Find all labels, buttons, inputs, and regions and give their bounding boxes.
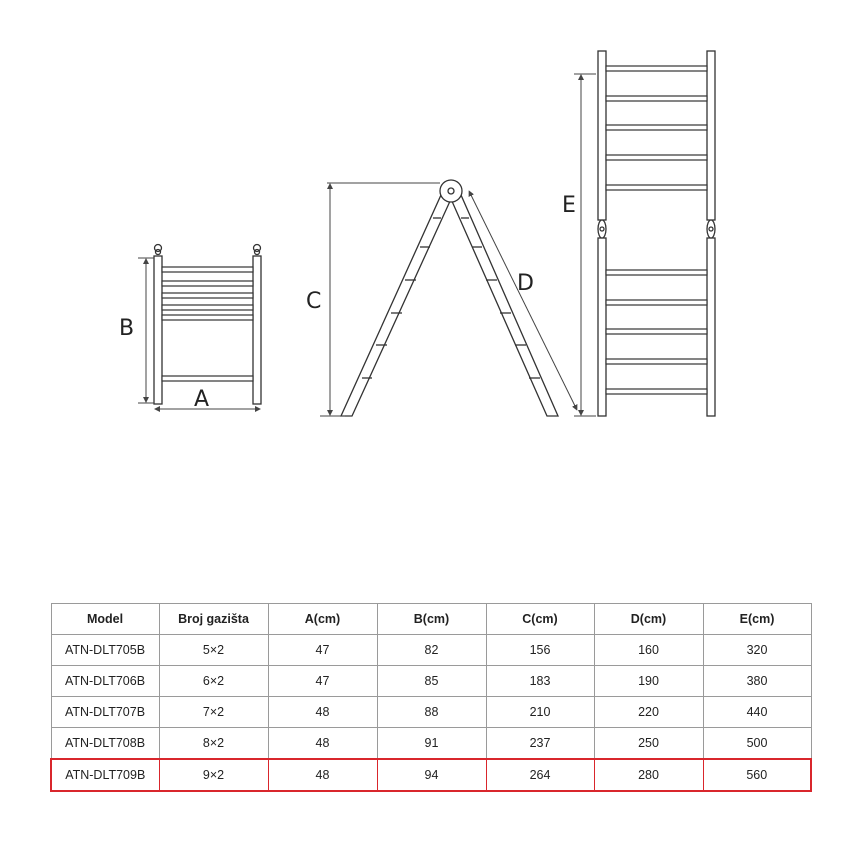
table-row xyxy=(51,728,811,760)
cell-d: 280 xyxy=(594,759,703,791)
cell-c: 264 xyxy=(486,759,594,791)
cell-c: 237 xyxy=(486,728,594,760)
cell-model: ATN-DLT709B xyxy=(51,759,159,791)
label-b: B xyxy=(119,316,135,341)
cell-a: 48 xyxy=(268,697,377,728)
cell-steps: 9×2 xyxy=(159,759,268,791)
header-a: A(cm) xyxy=(268,604,377,635)
header-e: E(cm) xyxy=(703,604,811,635)
cell-b: 91 xyxy=(377,728,486,760)
cell-a: 48 xyxy=(268,759,377,791)
table-row xyxy=(51,697,811,728)
cell-d: 190 xyxy=(594,666,703,697)
cell-d: 160 xyxy=(594,635,703,666)
cell-e: 320 xyxy=(703,635,811,666)
cell-b: 85 xyxy=(377,666,486,697)
cell-b: 82 xyxy=(377,635,486,666)
cell-steps: 6×2 xyxy=(159,666,268,697)
cell-a: 47 xyxy=(268,635,377,666)
table-row xyxy=(51,666,811,697)
header-d: D(cm) xyxy=(594,604,703,635)
table-header-row xyxy=(51,604,811,635)
cell-c: 210 xyxy=(486,697,594,728)
table-row-highlighted xyxy=(51,759,811,791)
header-b: B(cm) xyxy=(377,604,486,635)
aframe-ladder-figure xyxy=(306,180,576,416)
cell-model: ATN-DLT705B xyxy=(51,635,159,666)
header-c: C(cm) xyxy=(486,604,594,635)
header-model: Model xyxy=(51,604,159,635)
label-c: C xyxy=(306,289,322,314)
cell-a: 47 xyxy=(268,666,377,697)
header-steps: Broj gazišta xyxy=(159,604,268,635)
cell-d: 250 xyxy=(594,728,703,760)
cell-steps: 8×2 xyxy=(159,728,268,760)
cell-model: ATN-DLT706B xyxy=(51,666,159,697)
label-d: D xyxy=(517,271,534,296)
cell-e: 560 xyxy=(703,759,811,791)
cell-c: 183 xyxy=(486,666,594,697)
cell-steps: 7×2 xyxy=(159,697,268,728)
cell-d: 220 xyxy=(594,697,703,728)
label-e: E xyxy=(562,193,576,218)
cell-steps: 5×2 xyxy=(159,635,268,666)
cell-b: 88 xyxy=(377,697,486,728)
cell-c: 156 xyxy=(486,635,594,666)
cell-model: ATN-DLT707B xyxy=(51,697,159,728)
cell-e: 380 xyxy=(703,666,811,697)
extended-ladder-figure xyxy=(562,51,715,416)
cell-e: 500 xyxy=(703,728,811,760)
folded-ladder-figure xyxy=(119,245,261,413)
label-a: A xyxy=(194,387,210,412)
cell-e: 440 xyxy=(703,697,811,728)
cell-b: 94 xyxy=(377,759,486,791)
specification-table xyxy=(50,603,812,792)
table-row xyxy=(51,635,811,666)
cell-a: 48 xyxy=(268,728,377,760)
cell-model: ATN-DLT708B xyxy=(51,728,159,760)
